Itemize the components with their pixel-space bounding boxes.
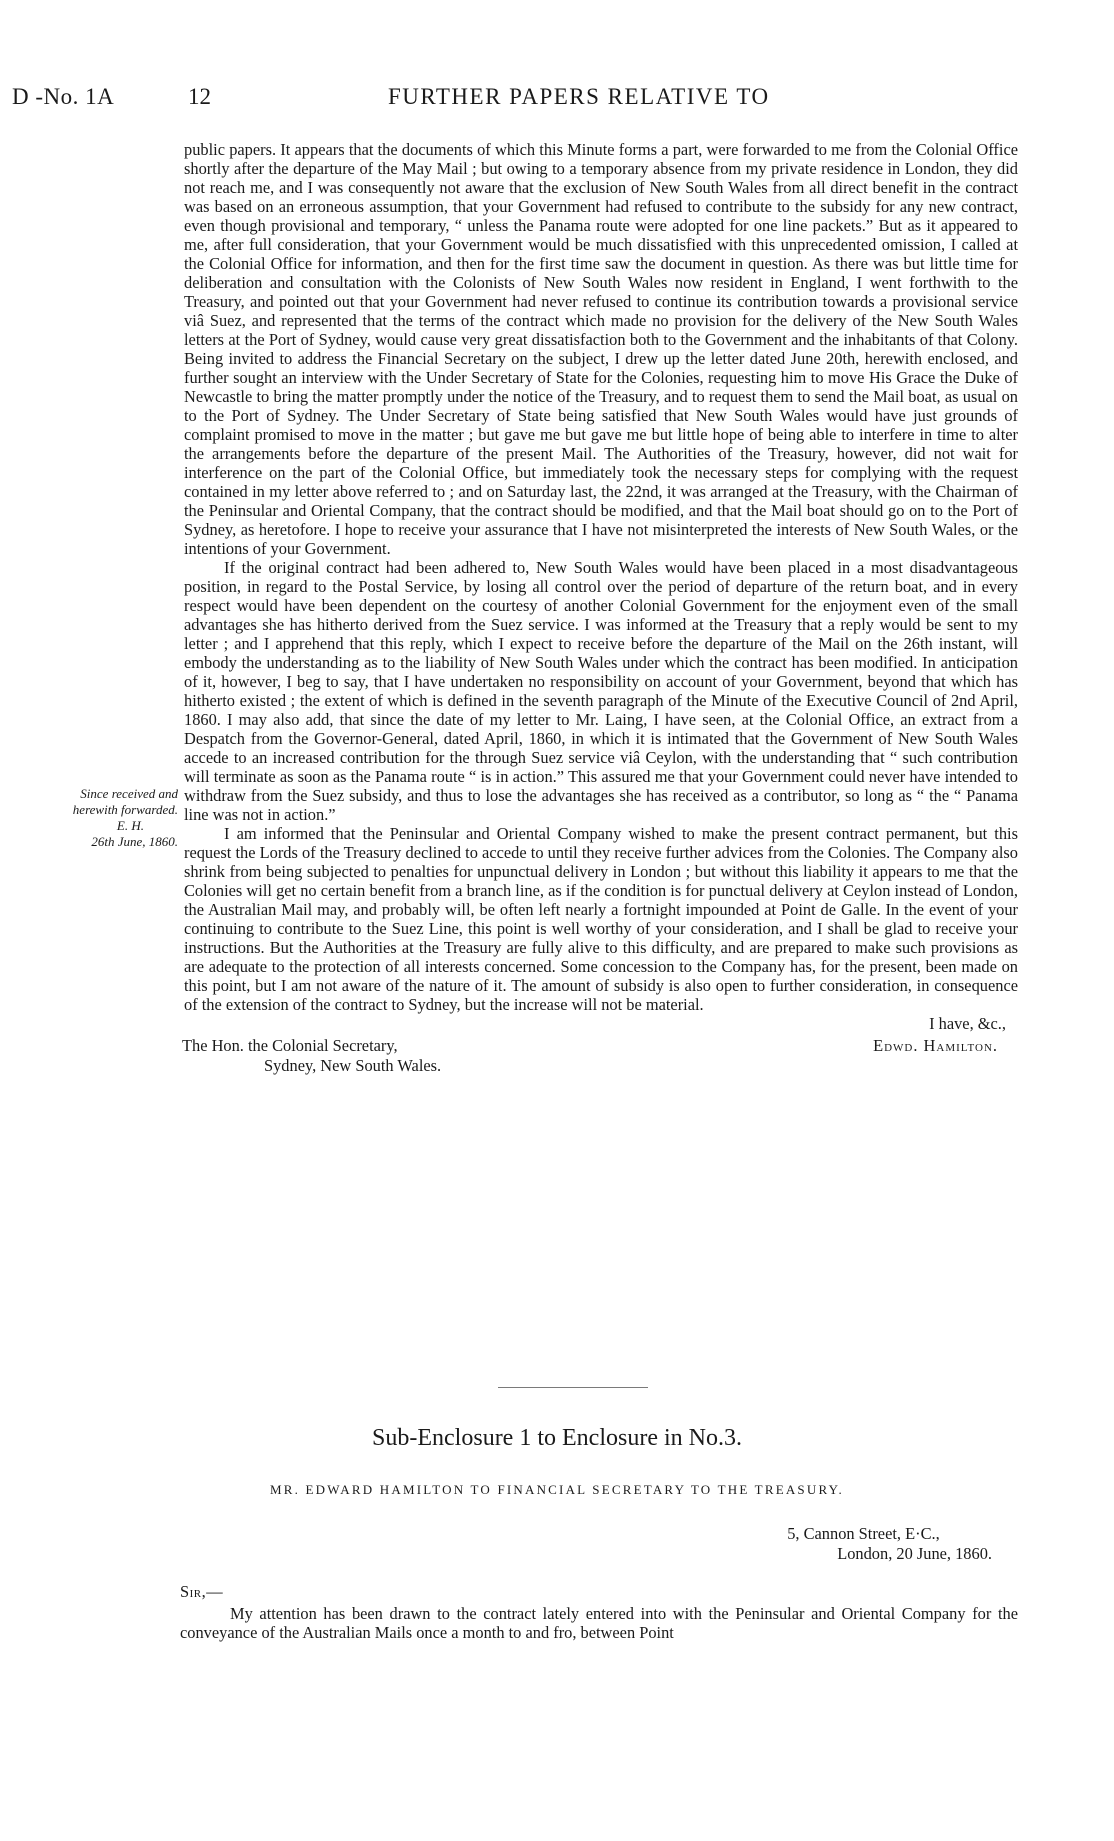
paragraph-2: If the original contract had been adhered to, New South Wales would have been placed in a most disadvantageous position, in regard to the Postal Service, by losing all control over the period of departure of the return boat, and in every respect would have been dependent on the courtesy of another Colonial Government for the enjoyment even of the small advantages she has hitherto derived from the Suez service. I was informed at the Treasury that a reply would be sent to my letter ; and I apprehend that this reply, which I expect to receive before the departure of the Mail on the 26th instant, will embody the understanding as to the liability of New South Wales under which the contract has been modified. In anticipation of it, however, I beg to say, that I have undertaken no responsibility on account of your Government, beyond that which has hitherto existed ; the extent of which is defined in the seventh paragraph of the Minute of the Executive Council of 2nd April, 1860. I may also add, that since the date of my letter to Mr. Laing, I have seen, at the Colonial Office, an extract from a Despatch from the Governor-General, dated April, 1860, in which it is intimated that the Government of New South Wales accede to an increased contribution for the through Suez service viâ Ceylon, with the understanding that “ such contribution will terminate as soon as the Panama route “ is in action.” This assured me that your Government could never have intended to withdraw from the Suez subsidy, and thus to lose the advantages she has received as a contributor, so long as “ the “ Panama line was not in action.” — [184, 558, 1018, 824]
addressee-line-1: The Hon. the Colonial Secretary, — [182, 1036, 398, 1055]
closing-formula: I have, &c., — [929, 1014, 1006, 1033]
margin-note-date: 26th June, 1860. — [91, 834, 178, 849]
margin-note — [4, 786, 178, 850]
sub-enclosure-title: MR. EDWARD HAMILTON TO FINANCIAL SECRETARY TO THE TREASURY. — [270, 1482, 844, 1497]
salutation: Sir,— — [180, 1582, 224, 1601]
addressee-line-2: Sydney, New South Wales. — [264, 1056, 442, 1075]
paragraph-1: public papers. It appears that the documents of which this Minute forms a part, were forwarded to me from the Colonial Office shortly after the departure of the May Mail ; but owing to a temporary absence from my private residence in London, they did not reach me, and I was consequently not aware that the exclusion of New South Wales from all direct benefit in the contract was based on an erroneous assumption, that your Government had refused to contribute to the subsidy for any new contract, even though provisional and temporary, “ unless the Panama route were adopted for one line packets.” But as it appeared to me, after full consideration, that your Government would be much dissatisfied with this unprecedented omission, I called at the Colonial Office for information, and then for the first time saw the document in question. As there was but little time for deliberation and consultation with the Colonists of New South Wales now resident in England, I went forthwith to the Treasury, and pointed out that your Government had never refused to continue its contribution towards a provisional service viâ Suez, and represented that the terms of the contract which made no provision for the delivery of the New South Wales letters at the Port of Sydney, would cause very great dissatisfaction both to the Government and the inhabitants of that Colony. Being invited to address the Financial Secretary on the subject, I drew up the letter dated June 20th, herewith enclosed, and further sought an interview with the Under Secretary of State for the Colonies, requesting him to move His Grace the Duke of Newcastle to bring the matter promptly under the notice of the Treasury, and to request them to send the Mail boat, as usual on to the Port of Sydney. The Under Secretary of State being satisfied that New South Wales would have just grounds of complaint promised to move in the matter ; but gave me but gave me but little hope of being able to interfere in time to alter the arrangements before the departure of the present Mail. The Authorities of the Treasury, however, did not wait for interference on the part of the Colonial Office, but immediately took the necessary steps for complying with the request contained in my letter above referred to ; and on Saturday last, the 22nd, it was arranged at the Treasury, with the Chairman of the Peninsular and Oriental Company, that the contract should be modified, and that the Mail boat should go on to the Port of Sydney, as heretofore. I hope to receive your assurance that I have not misinterpreted the interests of New South Wales, or the intentions of your Government. — [184, 140, 1018, 558]
address-line-1: 5, Cannon Street, E·C., — [787, 1524, 940, 1543]
sub-enclosure-body — [180, 1604, 1018, 1642]
document-code: D -No. 1A — [12, 84, 115, 109]
signature-block — [184, 1036, 1018, 1080]
margin-note-line: Since received and — [80, 786, 178, 801]
letter-body — [184, 140, 1018, 1080]
paragraph-3: I am informed that the Peninsular and Oriental Company wished to make the present contract permanent, but this request the Lords of the Treasury declined to accede to until they receive further advices from the Colonies. The Company also shrink from being subjected to penalties for unpunctual delivery in London ; but without this liability it appears to me that the Colonies will get no certain benefit from a branch line, as if the condition is for punctual delivery at Ceylon instead of London, the Australian Mail may, and probably will, be often left nearly a fortnight impounded at Point de Galle. In the event of your continuing to contribute to the Suez Line, this point is well worthy of your consideration, and I shall be glad to receive your instructions. But the Authorities at the Treasury are fully alive to this difficulty, and are prepared to make such provisions as are adequate to the protection of all interests concerned. Some concession to the Company has, for the present, been made on this point, but I am not aware of the nature of it. The amount of subsidy is also open to further consideration, in consequence of the extension of the contract to Sydney, but the increase will not be material. — [184, 824, 1018, 1014]
margin-note-line: herewith forwarded. — [72, 802, 178, 817]
page-number: 12 — [188, 84, 211, 109]
margin-note-initials: E. H. — [116, 818, 144, 833]
sub-enclosure-heading: Sub-Enclosure 1 to Enclosure in No.3. — [372, 1425, 742, 1451]
address-line-2: London, 20 June, 1860. — [837, 1544, 992, 1563]
sender-address — [787, 1524, 992, 1564]
section-divider — [498, 1387, 648, 1388]
sub-enclosure-paragraph: My attention has been drawn to the contract lately entered into with the Peninsular and Oriental Company for the conveyance of the Australian Mails once a month to and fro, between Point — [180, 1604, 1018, 1642]
signature: Edwd. Hamilton. — [873, 1036, 998, 1055]
page-header — [0, 84, 1114, 114]
running-title: FURTHER PAPERS RELATIVE TO — [388, 84, 770, 109]
